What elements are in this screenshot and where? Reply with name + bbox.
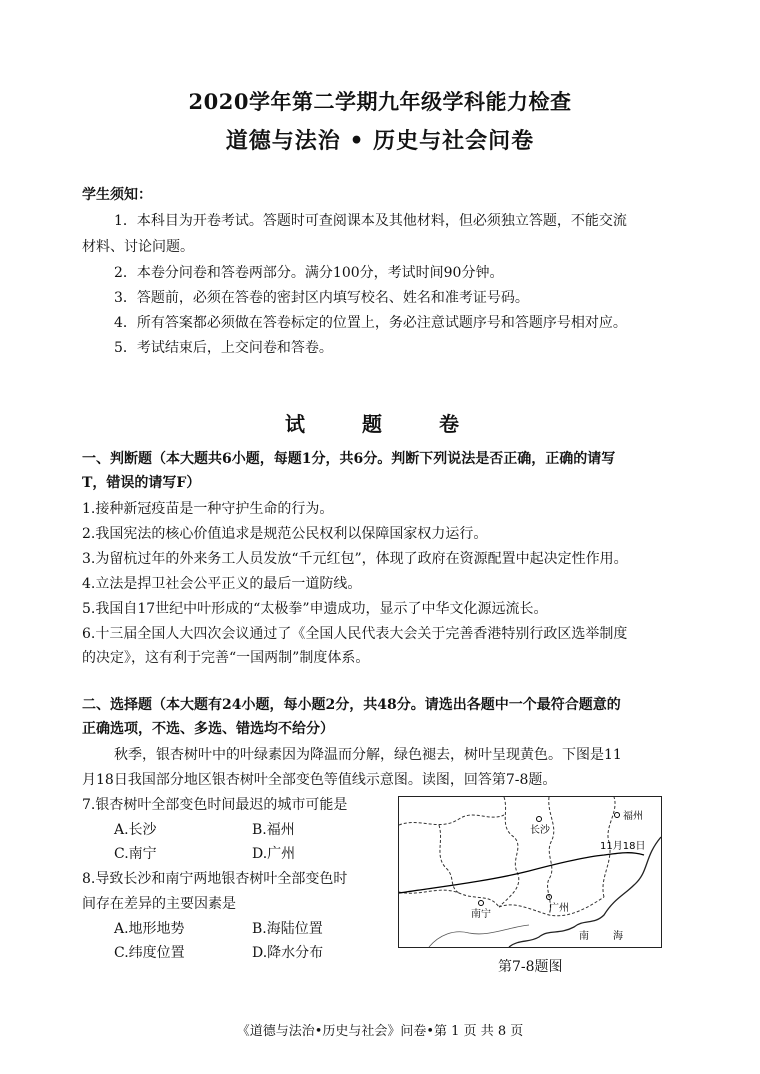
question-6: 6.十三届全国人大四次会议通过了《全国人民代表大会关于完善香港特别行政区选举制度 [82, 626, 628, 642]
province-border [439, 825, 459, 893]
notice-item: 1．本科目为开卷考试。答题时可查阅课本及其他材料，但必须独立答题，不能交流 [114, 213, 627, 229]
province-border [399, 890, 499, 907]
question-6-cont: 的决定》，这有利于完善“一国两制”制度体系。 [82, 650, 370, 666]
label-sea: 海 [613, 931, 623, 942]
q7-option-a: A.长沙 [114, 822, 157, 838]
q8-option-b: B.海陆位置 [252, 921, 323, 937]
question-8-stem: 8.导致长沙和南宁两地银杏树叶全部变色时 [82, 871, 348, 887]
city-dot-fuzhou [615, 813, 620, 818]
question-8-stem-cont: 间存在差异的主要因素是 [82, 896, 236, 912]
province-border [548, 797, 554, 915]
notice-heading: 学生须知： [82, 187, 152, 203]
map-svg [399, 797, 661, 947]
city-dot-changsha [537, 817, 542, 822]
q7-option-b: B.福州 [252, 822, 295, 838]
part1-heading-cont: T，错误的请写F） [82, 475, 201, 491]
label-isoline: 11月18日 [600, 841, 646, 852]
question-4: 4.立法是捍卫社会公平正义的最后一道防线。 [82, 576, 362, 592]
notice-item: 5．考试结束后，上交问卷和答卷。 [114, 340, 333, 356]
part2-heading: 二、选择题（本大题有24小题，每小题2分，共48分。请选出各题中一个最符合题意的 [82, 697, 621, 713]
q8-option-a: A.地形地势 [114, 921, 185, 937]
q8-option-c: C.纬度位置 [114, 945, 185, 961]
question-1: 1.接种新冠疫苗是一种守护生命的行为。 [82, 501, 334, 517]
notice-item: 3．答题前，必须在答卷的密封区内填写校名、姓名和准考证号码。 [114, 290, 529, 306]
city-dot-nanning [479, 901, 484, 906]
notice-item: 4．所有答案都必须做在答卷标定的位置上，务必注意试题序号和答题序号相对应。 [114, 315, 627, 331]
isoline-nov-18 [399, 853, 644, 893]
material-intro: 秋季，银杏树叶中的叶绿素因为降温而分解，绿色褪去，树叶呈现黄色。下图是11 [114, 747, 622, 763]
notice-item: 2．本卷分问卷和答卷两部分。满分100分，考试时间90分钟。 [114, 265, 504, 281]
q7-option-c: C.南宁 [114, 846, 157, 862]
province-border [499, 797, 519, 907]
label-changsha: 长沙 [530, 825, 550, 836]
label-south: 南 [579, 931, 589, 942]
question-3: 3.为留杭过年的外来务工人员发放“千元红包”，体现了政府在资源配置中起决定性作用。 [82, 551, 628, 567]
q8-option-d: D.降水分布 [252, 945, 324, 961]
part2-heading-cont: 正确选项，不选、多选、错选均不给分） [82, 721, 334, 737]
label-nanning: 南宁 [471, 909, 491, 920]
exam-title: 2020学年第二学期九年级学科能力检查 [188, 89, 572, 114]
material-intro-cont: 月18日我国部分地区银杏树叶全部变色等值线示意图。读图，回答第7-8题。 [82, 772, 557, 788]
question-5: 5.我国自17世纪中叶形成的“太极拳”申遗成功，显示了中华文化源远流长。 [82, 601, 548, 617]
q7-option-d: D.广州 [252, 846, 296, 862]
province-border [399, 815, 504, 825]
exam-subtitle: 道德与法治 • 历史与社会问卷 [225, 128, 535, 154]
question-7-stem: 7.银杏树叶全部变色时间最迟的城市可能是 [82, 797, 348, 813]
question-2: 2.我国宪法的核心价值追求是规范公民权利以保障国家权力运行。 [82, 526, 488, 542]
notice-item: 材料、讨论问题。 [82, 239, 194, 255]
page-footer: 《道德与法治•历史与社会》问卷•第 1 页 共 8 页 [236, 1024, 524, 1039]
section-title: 试 题 卷 [285, 412, 475, 436]
ginkgo-map [398, 796, 662, 948]
label-guangzhou: 广州 [549, 903, 569, 914]
label-fuzhou: 福州 [623, 811, 643, 822]
part1-heading: 一、判断题（本大题共6小题，每题1分，共6分。判断下列说法是否正确，正确的请写 [82, 451, 616, 467]
figure-caption: 第7-8题图 [498, 959, 563, 975]
